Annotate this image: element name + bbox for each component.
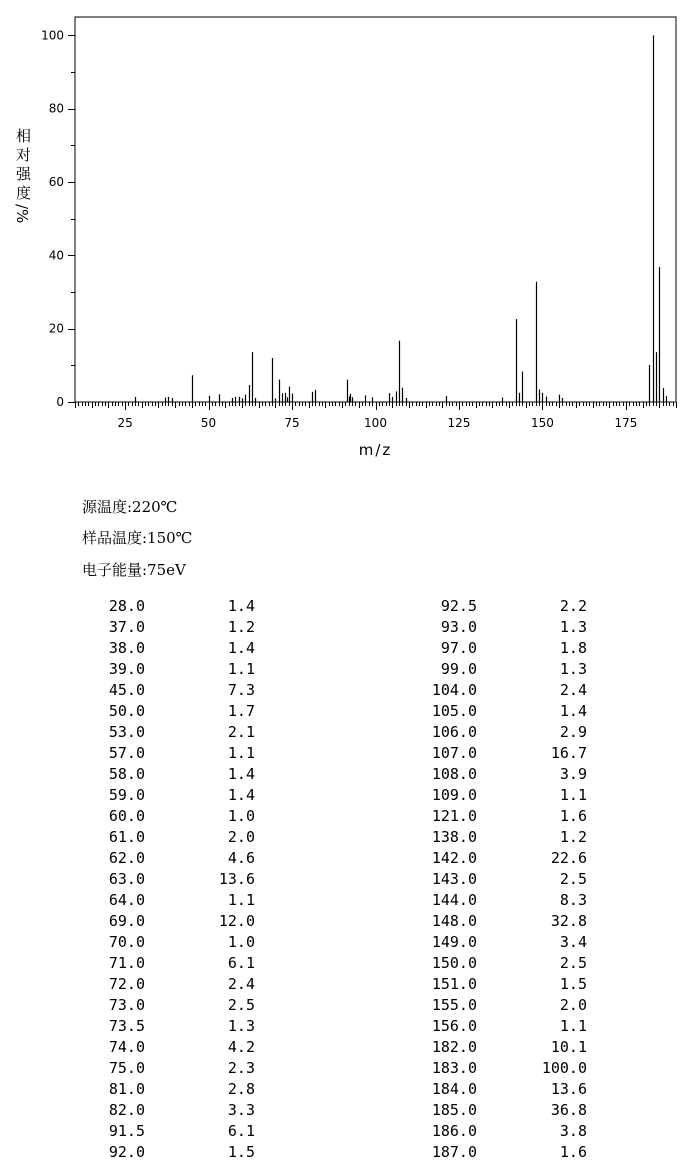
peak-intensity-right: 1.5: [559, 975, 587, 993]
peak-mz-right: 143.0: [431, 870, 477, 888]
peak-mz-right: 182.0: [431, 1038, 477, 1056]
peak-mz-right: 108.0: [431, 765, 477, 783]
electron-energy: 电子能量:75eV: [82, 561, 186, 579]
x-tick-label: 50: [200, 416, 217, 430]
peak-mz-right: 187.0: [431, 1143, 477, 1161]
peak-intensity-left: 1.7: [227, 702, 255, 720]
x-tick-label: 150: [530, 416, 554, 430]
y-axis-label-char: 强: [16, 165, 32, 183]
peak-mz-left: 38.0: [108, 639, 145, 657]
peak-mz-left: 71.0: [108, 954, 145, 972]
peak-mz-right: 104.0: [431, 681, 477, 699]
peak-intensity-left: 4.2: [227, 1038, 255, 1056]
peak-intensity-right: 16.7: [550, 744, 587, 762]
peak-mz-left: 50.0: [108, 702, 145, 720]
peak-mz-right: 149.0: [431, 933, 477, 951]
y-tick-label: 0: [56, 395, 64, 409]
peak-intensity-left: 1.1: [227, 660, 255, 678]
x-axis-label: m/z: [358, 441, 393, 459]
x-tick-label: 100: [364, 416, 387, 430]
x-tick-label: 125: [447, 416, 471, 430]
peak-intensity-left: 12.0: [218, 912, 255, 930]
peak-mz-left: 58.0: [108, 765, 145, 783]
peak-mz-left: 92.0: [108, 1143, 145, 1161]
peak-intensity-left: 2.5: [227, 996, 255, 1014]
y-tick-label: 100: [41, 28, 64, 43]
peak-intensity-left: 1.4: [227, 765, 255, 783]
peak-intensity-left: 1.1: [227, 891, 255, 909]
peak-mz-left: 59.0: [108, 786, 145, 804]
peak-mz-left: 73.0: [108, 996, 145, 1014]
peak-intensity-left: 3.3: [227, 1101, 255, 1119]
peak-mz-right: 151.0: [431, 975, 477, 993]
peak-intensity-left: 2.4: [227, 975, 255, 993]
peak-intensity-left: 2.0: [227, 828, 255, 846]
y-tick-label: 20: [48, 321, 64, 336]
peak-intensity-right: 2.4: [559, 681, 587, 699]
x-tick-label: 175: [614, 416, 638, 430]
peak-intensity-left: 2.3: [227, 1059, 255, 1077]
peak-intensity-right: 1.1: [559, 1017, 587, 1035]
peak-intensity-right: 3.4: [559, 933, 587, 951]
peak-intensity-left: 1.5: [227, 1143, 255, 1161]
peak-intensity-right: 1.2: [559, 828, 587, 846]
peak-mz-left: 62.0: [108, 849, 145, 867]
peak-mz-right: 109.0: [431, 786, 477, 804]
peak-mz-right: 142.0: [431, 849, 477, 867]
peak-intensity-right: 2.5: [559, 954, 587, 972]
peak-intensity-right: 1.3: [559, 660, 587, 678]
peak-mz-left: 69.0: [108, 912, 145, 930]
peak-intensity-right: 1.1: [559, 786, 587, 804]
peak-mz-right: 144.0: [431, 891, 477, 909]
peak-intensity-right: 100.0: [541, 1059, 587, 1077]
peak-intensity-left: 1.0: [227, 807, 255, 825]
peak-intensity-left: 7.3: [227, 681, 255, 699]
peak-intensity-left: 2.1: [227, 723, 255, 741]
peak-mz-left: 64.0: [108, 891, 145, 909]
y-axis-label-char: 相: [16, 127, 32, 145]
peak-mz-left: 57.0: [108, 744, 145, 762]
peak-mz-left: 61.0: [108, 828, 145, 846]
peak-intensity-right: 32.8: [550, 912, 587, 930]
y-tick-label: 40: [48, 248, 64, 263]
peak-mz-right: 97.0: [440, 639, 477, 657]
peak-mz-left: 39.0: [108, 660, 145, 678]
sample-temperature: 样品温度:150℃: [82, 529, 193, 547]
peak-intensity-left: 1.0: [227, 933, 255, 951]
peak-intensity-left: 1.3: [227, 1017, 255, 1035]
peak-mz-left: 45.0: [108, 681, 145, 699]
peak-intensity-left: 2.8: [227, 1080, 255, 1098]
peak-mz-left: 53.0: [108, 723, 145, 741]
peak-mz-left: 72.0: [108, 975, 145, 993]
peak-intensity-right: 13.6: [550, 1080, 587, 1098]
peak-intensity-right: 1.8: [559, 639, 587, 657]
peak-mz-left: 81.0: [108, 1080, 145, 1098]
peak-mz-right: 155.0: [431, 996, 477, 1014]
peak-mz-right: 99.0: [440, 660, 477, 678]
x-tick-label: 25: [117, 416, 133, 430]
y-tick-label: 80: [48, 101, 64, 116]
peak-intensity-right: 2.0: [559, 996, 587, 1014]
y-tick-label: 60: [48, 175, 64, 189]
y-axis-label-char: /%: [13, 204, 31, 224]
peak-mz-right: 138.0: [431, 828, 477, 846]
peak-mz-left: 60.0: [108, 807, 145, 825]
peak-intensity-right: 2.5: [559, 870, 587, 888]
peak-mz-right: 186.0: [431, 1122, 477, 1140]
peak-intensity-right: 2.9: [559, 723, 587, 741]
peak-intensity-right: 1.3: [559, 618, 587, 636]
peak-intensity-left: 6.1: [227, 1122, 255, 1140]
peak-mz-right: 92.5: [440, 597, 477, 615]
peak-intensity-right: 3.9: [559, 765, 587, 783]
peak-intensity-left: 13.6: [218, 870, 255, 888]
peak-intensity-left: 1.4: [227, 786, 255, 804]
peak-mz-right: 156.0: [431, 1017, 477, 1035]
plot-frame: [75, 17, 676, 402]
peak-mz-right: 148.0: [431, 912, 477, 930]
peak-mz-right: 107.0: [431, 744, 477, 762]
peak-mz-right: 183.0: [431, 1059, 477, 1077]
peak-mz-left: 63.0: [108, 870, 145, 888]
peak-intensity-right: 2.2: [559, 597, 587, 615]
peak-intensity-left: 1.4: [227, 597, 255, 615]
peak-intensity-left: 1.2: [227, 618, 255, 636]
peak-intensity-right: 8.3: [559, 891, 587, 909]
peak-intensity-left: 4.6: [227, 849, 255, 867]
peak-mz-left: 82.0: [108, 1101, 145, 1119]
peak-mz-left: 37.0: [108, 618, 145, 636]
peak-intensity-right: 1.4: [559, 702, 587, 720]
peak-mz-left: 28.0: [108, 597, 145, 615]
peak-mz-left: 73.5: [108, 1017, 145, 1035]
peak-mz-right: 105.0: [431, 702, 477, 720]
x-tick-label: 75: [284, 416, 300, 430]
y-axis-label-char: 对: [16, 146, 32, 164]
peak-mz-right: 184.0: [431, 1080, 477, 1098]
peak-mz-left: 91.5: [108, 1122, 145, 1140]
peak-mz-right: 93.0: [440, 618, 477, 636]
peak-mz-right: 185.0: [431, 1101, 477, 1119]
peak-intensity-left: 1.4: [227, 639, 255, 657]
peak-intensity-right: 1.6: [559, 807, 587, 825]
mass-spectrum-chart: [0, 0, 687, 470]
peak-intensity-right: 3.8: [559, 1122, 587, 1140]
peak-intensity-right: 1.6: [559, 1143, 587, 1161]
peak-intensity-right: 36.8: [550, 1101, 587, 1119]
y-axis-label-char: 度: [16, 184, 32, 202]
peak-mz-right: 106.0: [431, 723, 477, 741]
peak-mz-right: 121.0: [431, 807, 477, 825]
peak-mz-left: 74.0: [108, 1038, 145, 1056]
peak-mz-left: 75.0: [108, 1059, 145, 1077]
peak-mz-right: 150.0: [431, 954, 477, 972]
peak-intensity-right: 22.6: [550, 849, 587, 867]
source-temperature: 源温度:220℃: [82, 498, 178, 516]
peak-intensity-right: 10.1: [550, 1038, 587, 1056]
peak-mz-left: 70.0: [108, 933, 145, 951]
peak-intensity-left: 1.1: [227, 744, 255, 762]
peak-intensity-left: 6.1: [227, 954, 255, 972]
